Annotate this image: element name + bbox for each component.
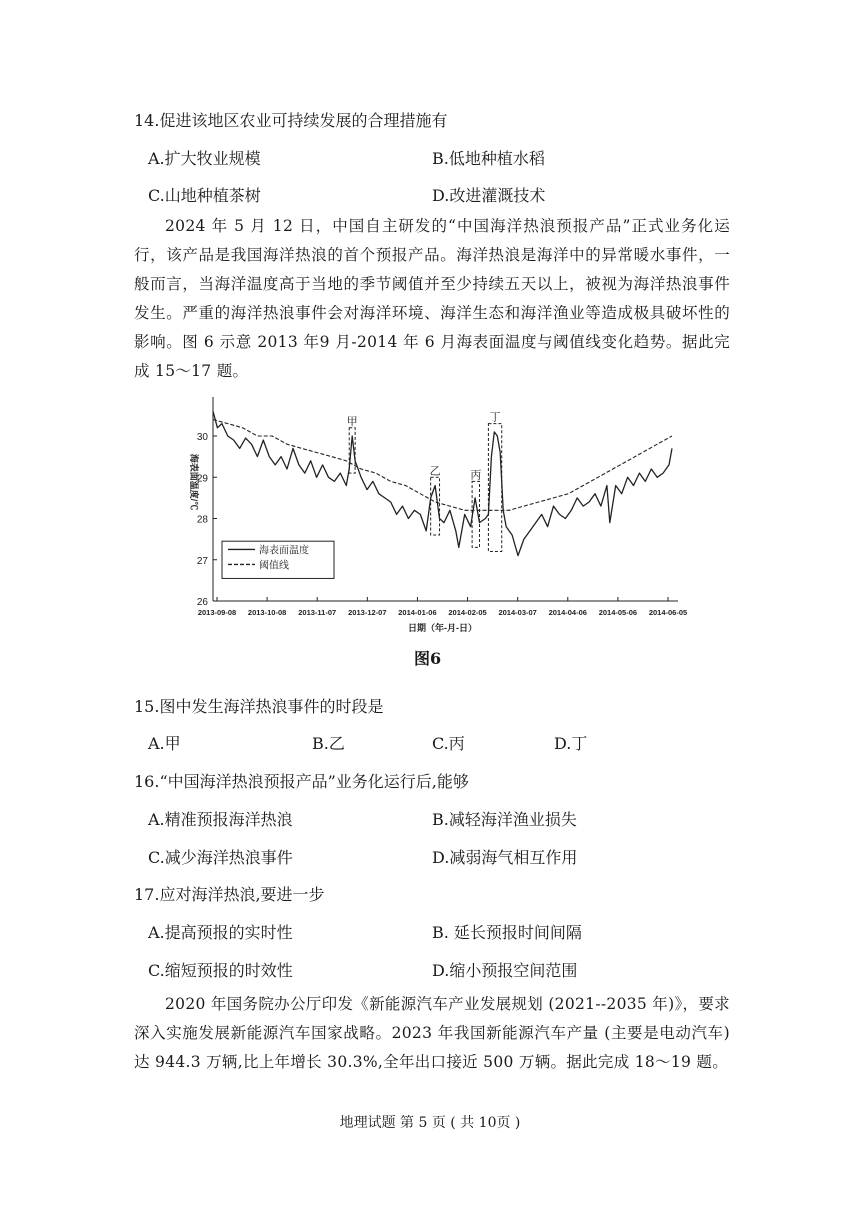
y-tick-label: 26 <box>196 597 208 608</box>
q17-option-a: A.提高预报的实时性 <box>148 923 293 942</box>
legend-label: 海表面温度 <box>259 545 309 557</box>
figure-6-chart <box>180 395 700 675</box>
event-box-label: 乙 <box>429 464 441 478</box>
q16-option-c: C.减少海洋热浪事件 <box>148 848 293 867</box>
q17-option-c: C.缩短预报的时效性 <box>148 961 293 980</box>
q14-option-c: C.山地种植茶树 <box>148 186 261 205</box>
figure-caption: 图6 <box>414 649 442 668</box>
q17-stem: 17.应对海洋热浪,要进一步 <box>134 885 325 904</box>
q14-option-d: D.改进灌溉技术 <box>432 186 546 205</box>
q16-option-d: D.减弱海气相互作用 <box>432 848 578 867</box>
x-tick-label: 2013-11-07 <box>298 608 337 617</box>
q15-option-c: C.丙 <box>432 734 465 753</box>
y-tick-label: 27 <box>196 555 208 567</box>
q16-option-a: A.精准预报海洋热浪 <box>148 810 293 829</box>
q14-option-a: A.扩大牧业规模 <box>148 149 261 168</box>
q16-option-b: B.减轻海洋渔业损失 <box>432 810 577 829</box>
x-tick-label: 2014-05-06 <box>598 608 638 617</box>
q15-option-a: A.甲 <box>148 734 181 753</box>
q14-stem: 14.促进该地区农业可持续发展的合理措施有 <box>134 111 448 130</box>
event-box-label: 丁 <box>489 410 501 424</box>
x-tick-label: 2013-10-08 <box>247 608 287 617</box>
event-box-label: 丙 <box>470 468 482 482</box>
x-tick-label: 2014-06-05 <box>648 608 688 617</box>
x-tick-label: 2014-04-06 <box>548 608 587 617</box>
x-tick-label: 2014-02-05 <box>448 608 487 617</box>
passage-nev: 2020 年国务院办公厅印发《新能源汽车产业发展规划 (2021--2035 年)》，要求深入实施发展新能源汽车国家战略。2023 年我国新能源汽车产量 (主要是电动汽车) 达 944.3 万辆,比上年增长 30.3%,全年出口接近 500 万辆。据此完成 18～19 题。 <box>134 995 730 1071</box>
x-tick-label: 2014-01-06 <box>398 608 437 617</box>
y-tick-label: 28 <box>196 514 208 526</box>
x-tick-label: 2013-09-08 <box>197 608 237 617</box>
sst-threshold-chart <box>180 395 700 675</box>
y-tick-label: 29 <box>196 473 208 485</box>
q15-option-b: B.乙 <box>312 734 345 753</box>
x-tick-label: 2014-03-07 <box>498 608 537 617</box>
y-axis-label: 海表面温度/℃ <box>189 453 199 511</box>
q15-stem: 15.图中发生海洋热浪事件的时段是 <box>134 697 384 716</box>
x-axis-label: 日期（年-月-日） <box>408 623 477 633</box>
sst-line <box>213 411 672 555</box>
event-box-label: 甲 <box>346 414 358 428</box>
q16-stem: 16.“中国海洋热浪预报产品”业务化运行后,能够 <box>134 772 469 791</box>
q17-option-b: B. 延长预报时间间隔 <box>432 923 582 942</box>
q15-option-d: D.丁 <box>554 734 588 753</box>
q14-option-b: B.低地种植水稻 <box>432 149 545 168</box>
passage-marine-heatwave: 2024 年 5 月 12 日，中国自主研发的“中国海洋热浪预报产品”正式业务化运行，该产品是我国海洋热浪的首个预报产品。海洋热浪是海洋中的异常暖水事件，一般而言，当海洋温度高于当地的季节阈值并至少持续五天以上，被视为海洋热浪事件发生。严重的海洋热浪事件会对海洋环境、海洋生态和海洋渔业等造成极具破坏性的影响。图 6 示意 2013 年9 月-2014 年 6 月海表面温度与阈值线变化趋势。据此完成 15～17 题。 <box>134 217 730 380</box>
y-tick-label: 30 <box>196 432 208 443</box>
page-footer: 地理试题 第 5 页 ( 共 10页 ) <box>339 1115 521 1131</box>
legend-label: 阈值线 <box>259 560 289 572</box>
q17-option-d: D.缩小预报空间范围 <box>432 961 578 980</box>
x-tick-label: 2013-12-07 <box>348 608 387 617</box>
